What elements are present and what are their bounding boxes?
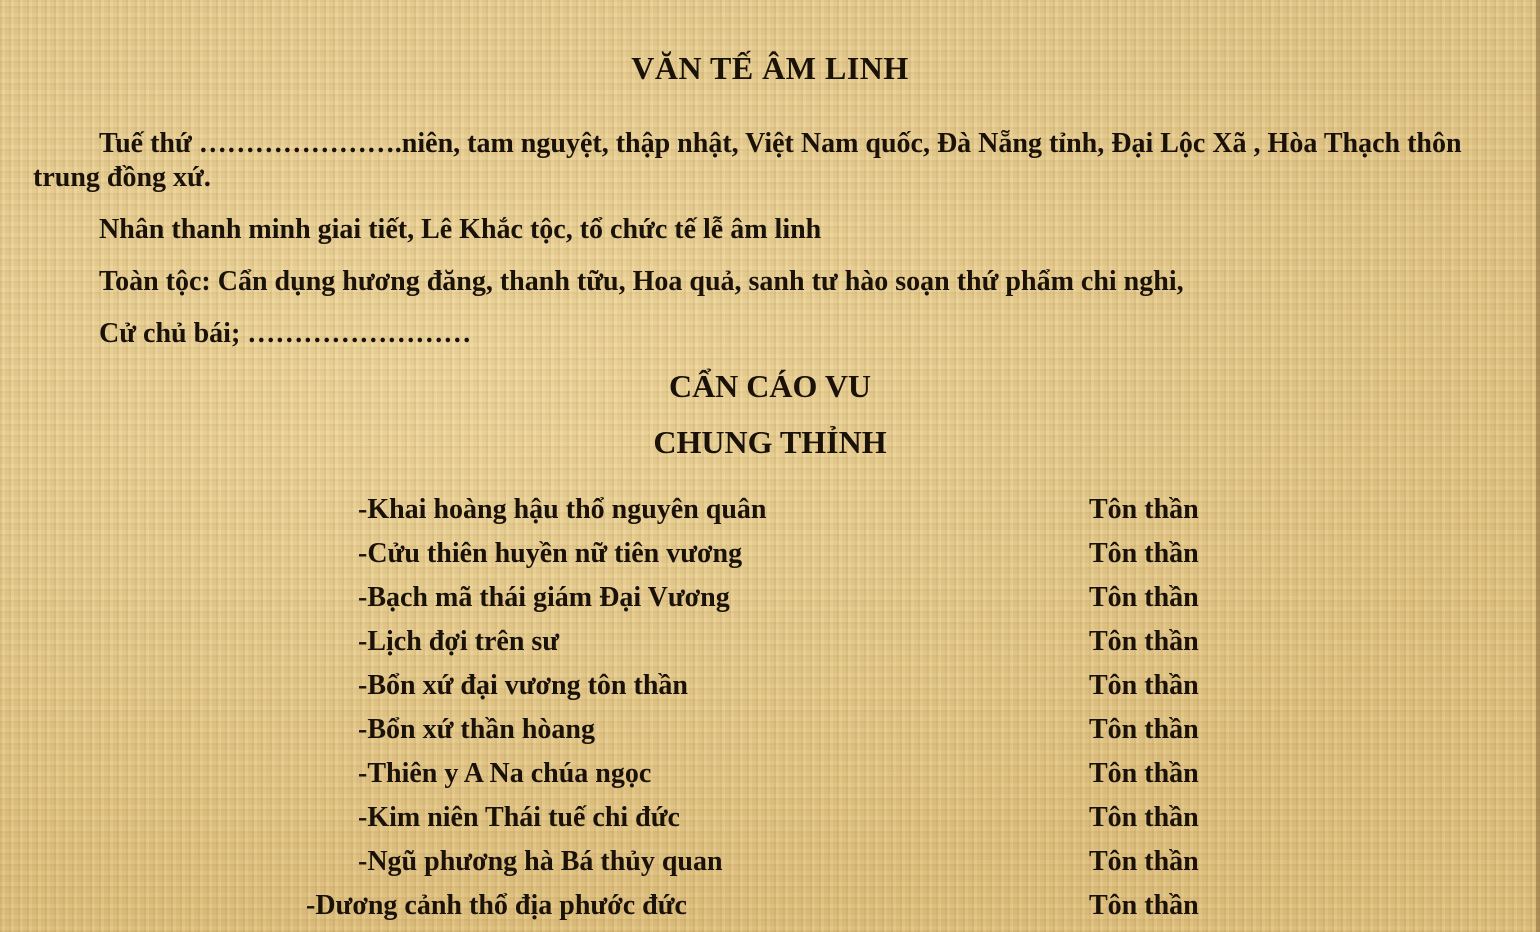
paragraph-date-location: Tuế thứ ………………….niên, tam nguyệt, thập nhật, Việt Nam quốc, Đà Nẵng tỉnh, Đại Lộc Xã , Hòa Thạch thôn trung đồng xứ. (33, 128, 1462, 193)
deity-row (0, 840, 1540, 884)
deity-name: -Bạch mã thái giám Đại Vương (358, 582, 730, 613)
deity-name: -Thiên y A Na chúa ngọc (358, 758, 652, 789)
heading-chung-thinh: CHUNG THỈNH (653, 424, 887, 460)
heading-can-cao-vu: CẨN CÁO VU (668, 368, 872, 404)
deity-name: -Ngũ phương hà Bá thủy quan (358, 846, 723, 877)
deity-row (0, 488, 1540, 532)
deity-row (0, 664, 1540, 708)
deity-row (0, 796, 1540, 840)
deity-name: -Bổn xứ đại vương tôn thần (358, 670, 688, 701)
paragraph-officiant: Cử chủ bái; …………………… (99, 318, 472, 349)
deity-row (0, 884, 1540, 928)
deity-name: -Khai hoàng hậu thổ nguyên quân (358, 494, 767, 525)
deity-title: Tôn thần (1089, 626, 1199, 657)
deity-list (0, 488, 1540, 928)
paragraph-occasion: Nhân thanh minh giai tiết, Lê Khắc tộc, tổ chức tế lễ âm linh (99, 214, 822, 245)
deity-name: -Dương cảnh thổ địa phước đức (306, 890, 687, 921)
deity-row (0, 576, 1540, 620)
deity-title: Tôn thần (1089, 582, 1199, 613)
document-title: VĂN TẾ ÂM LINH (631, 50, 909, 86)
deity-title: Tôn thần (1089, 846, 1199, 877)
deity-title: Tôn thần (1089, 758, 1199, 789)
deity-title: Tôn thần (1089, 714, 1199, 745)
deity-row (0, 708, 1540, 752)
paragraph-offerings: Toàn tộc: Cẩn dụng hương đăng, thanh tữu, Hoa quả, sanh tư hào soạn thứ phẩm chi nghi, (99, 266, 1184, 297)
deity-title: Tôn thần (1089, 670, 1199, 701)
deity-row (0, 620, 1540, 664)
deity-title: Tôn thần (1089, 494, 1199, 525)
deity-title: Tôn thần (1089, 802, 1199, 833)
deity-name: -Lịch đợi trên sư (358, 626, 560, 657)
deity-row (0, 532, 1540, 576)
deity-name: -Bổn xứ thần hòang (358, 714, 595, 745)
deity-name: -Kim niên Thái tuế chi đức (358, 802, 680, 833)
deity-row (0, 752, 1540, 796)
deity-name: -Cửu thiên huyền nữ tiên vương (358, 538, 743, 569)
deity-title: Tôn thần (1089, 538, 1199, 569)
deity-title: Tôn thần (1089, 890, 1199, 921)
